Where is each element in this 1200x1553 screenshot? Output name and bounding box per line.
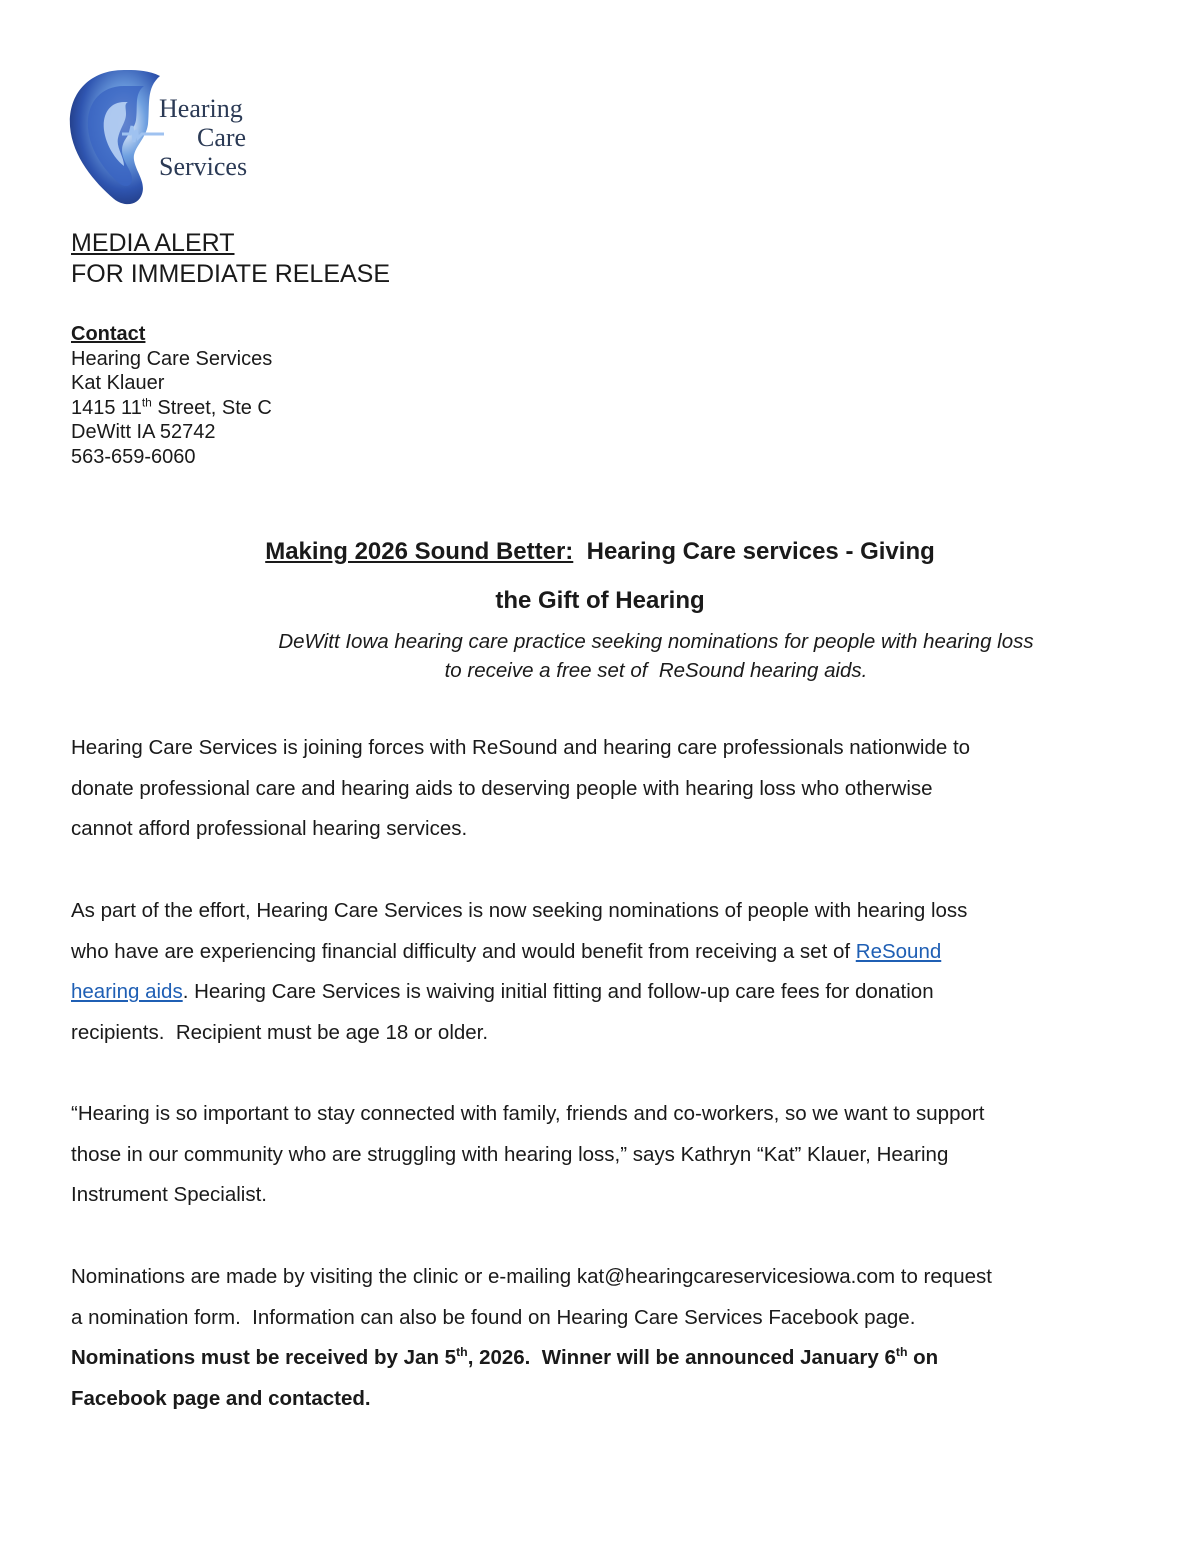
subhead-line-1: DeWitt Iowa hearing care practice seeking nominations for people with hearing loss (278, 630, 1034, 653)
paragraph-4 (71, 1257, 1141, 1420)
media-alert-heading (71, 228, 390, 290)
ear-icon (64, 64, 174, 209)
p3-line-2: those in our community who are struggling with hearing loss,” says Kathryn “Kat” Klauer, Hearing (71, 1142, 949, 1166)
logo-text-care: Care (197, 123, 247, 152)
headline (0, 527, 1200, 625)
paragraph-3 (71, 1094, 1141, 1216)
contact-city: DeWitt IA 52742 (71, 421, 216, 444)
headline-line-2: the Gift of Hearing (495, 587, 705, 614)
p4-line-2: a nomination form. Information can also be found on Hearing Care Services Facebook page. (71, 1305, 916, 1329)
p4-line-4: Facebook page and contacted. (71, 1387, 371, 1411)
contact-street (71, 396, 272, 421)
p1-line-2: donate professional care and hearing aids to deserving people with hearing loss who otherwise (71, 776, 933, 800)
deadline-superscript: th (456, 1345, 468, 1360)
headline-rest: Hearing Care services - Giving (573, 538, 935, 565)
paragraph-1 (71, 728, 1141, 850)
p2-line-3-text: . Hearing Care Services is waiving initial fitting and follow-up care fees for donation (182, 980, 934, 1004)
logo-text (159, 94, 247, 181)
p3-line-3: Instrument Specialist. (71, 1183, 267, 1207)
logo-text-hearing: Hearing (159, 94, 243, 123)
contact-phone: 563-659-6060 (71, 445, 196, 468)
winner-text-end: on (907, 1346, 939, 1370)
resound-link-part-2[interactable]: hearing aids (71, 980, 183, 1004)
immediate-release-label: FOR IMMEDIATE RELEASE (71, 260, 391, 288)
contact-company: Hearing Care Services (71, 347, 273, 370)
subhead (100, 627, 1200, 685)
p1-line-3: cannot afford professional hearing services. (71, 817, 468, 841)
deadline-text: Nominations must be received by Jan 5 (71, 1346, 457, 1370)
street-rest: Street, Ste C (151, 396, 272, 419)
paragraph-2 (71, 891, 1141, 1054)
headline-underlined: Making 2026 Sound Better: (265, 538, 574, 565)
p2-line-1: As part of the effort, Hearing Care Services is now seeking nominations of people with hearing loss (71, 899, 968, 922)
p4-line-1: Nominations are made by visiting the clinic or e-mailing kat@hearingcareservicesiowa.com to request (71, 1265, 992, 1288)
headline-line-1 (0, 527, 1200, 576)
street-number: 1415 11 (71, 396, 142, 419)
p2-line-2 (71, 932, 1141, 973)
p3-line-1: “Hearing is so important to stay connected with family, friends and co-workers, so we want to support (71, 1102, 985, 1125)
p2-line-3 (71, 972, 1141, 1013)
resound-link-part-1[interactable]: ReSound (855, 939, 942, 963)
contact-block (71, 322, 272, 470)
p4-line-3 (71, 1338, 1141, 1379)
winner-superscript: th (895, 1345, 908, 1360)
p1-line-1: Hearing Care Services is joining forces with ReSound and hearing care professionals nationwide to (71, 736, 971, 759)
subhead-line-2: to receive a free set of ReSound hearing aids. (444, 659, 868, 682)
company-logo (64, 64, 264, 214)
street-superscript: th (141, 395, 152, 410)
winner-text: , 2026. Winner will be announced January 6 (467, 1346, 896, 1370)
contact-person: Kat Klauer (71, 372, 165, 395)
p2-line-2-text: who have are experiencing financial difficulty and would benefit from receiving a set of (71, 939, 856, 963)
contact-heading: Contact (71, 323, 146, 345)
p2-line-4: recipients. Recipient must be age 18 or older. (71, 1021, 489, 1045)
media-alert-label: MEDIA ALERT (71, 229, 235, 257)
logo-text-services: Services (159, 152, 248, 181)
